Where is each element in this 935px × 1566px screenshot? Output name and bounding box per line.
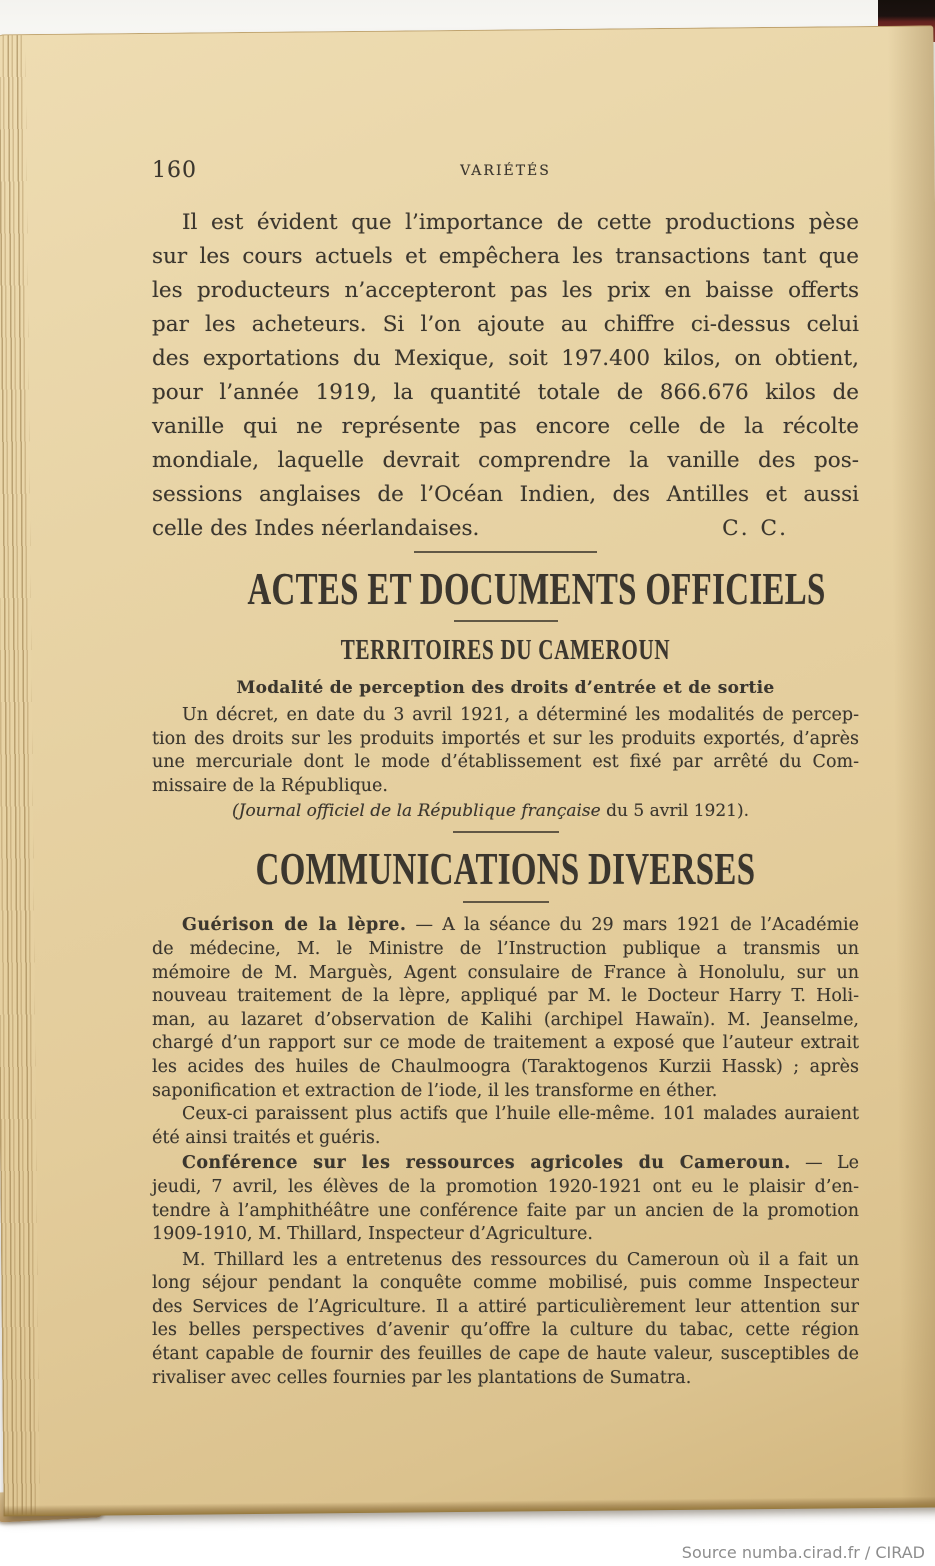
paragraph-decret [152, 704, 859, 798]
text-line: une mercuriale dont le mode d’établissement est fixé par arrêté du Com- [152, 752, 859, 773]
page-content [152, 158, 859, 1390]
section-title-communications: COMMUNICATIONS DIVERSES [255, 844, 756, 895]
page-stack-edge [0, 35, 40, 1515]
text-line: M. Thillard les a entretenus des ressources du Cameroun où il a fait un [182, 1249, 859, 1270]
text-line: étant capable de fournir des feuilles de cape de haute valeur, susceptibles de [152, 1344, 859, 1365]
section-title-actes: ACTES ET DOCUMENTS OFFICIELS [247, 564, 826, 614]
text-line: tendre à l’amphithéâtre une conférence faite par un ancien de la promotion [152, 1200, 859, 1221]
text-line: Guérison de la lèpre. — A la séance du 29 mars 1921 de l’Académie [182, 915, 860, 936]
text-line: Il est évident que l’importance de cette productions pèse [182, 210, 859, 235]
text-line: chargé d’un rapport sur ce mode de traitement a exposé que l’auteur extrait [152, 1033, 859, 1054]
text-line: nouveau traitement de la lèpre, appliqué par M. le Docteur Harry T. Holi- [152, 986, 859, 1007]
paragraph-vanille-last-line [152, 512, 859, 546]
text-line: jeudi, 7 avril, les élèves de la promotion 1920-1921 ont eu le plaisir d’en- [152, 1176, 859, 1197]
text-line: pour l’année 1919, la quantité totale de 866.676 kilos de [152, 380, 859, 405]
source-text: Source numba.cirad.fr / CIRAD [681, 1543, 925, 1562]
paragraph-lepre [152, 914, 859, 1103]
text-line: sur les cours actuels et empêchera les transactions tant que [152, 244, 859, 269]
text-line: de médecine, M. le Ministre de l’Instruction publique a transmis un [152, 938, 859, 959]
paragraph-conference [152, 1152, 859, 1246]
section-divider [453, 831, 559, 833]
page-number: 160 [152, 158, 197, 183]
text-line: Conférence sur les ressources agricoles du Cameroun. — Le [182, 1153, 860, 1174]
text-line: par les acheteurs. Si l’on ajoute au chiffre ci-dessus celui [152, 312, 859, 337]
paragraph-thillard [152, 1249, 859, 1391]
text-line: 1909-1910, M. Thillard, Inspecteur d’Agriculture. [152, 1224, 593, 1245]
text-line: les belles perspectives d’avenir qu’offre la culture du tabac, cette région [152, 1320, 859, 1341]
page-bottom-edge [3, 1496, 935, 1516]
text-line: été ainsi traités et guéris. [152, 1127, 381, 1148]
author-initials: C. C. [722, 516, 789, 541]
text-line: man, au lazaret d’observation de Kalihi (archipel Hawaïn). M. Jeanselme, [152, 1009, 859, 1030]
text-line: saponification et extraction de l’iode, il les transforme en éther. [152, 1080, 718, 1101]
paragraph-vanille [152, 206, 859, 512]
text-line: missaire de la République. [152, 775, 388, 796]
subsection-title-cameroun: TERRITOIRES DU CAMEROUN [340, 635, 671, 666]
section-divider [414, 551, 597, 553]
article-heading-modalite: Modalité de perception des droits d’entrée et de sortie [236, 678, 775, 698]
text-line: vanille qui ne représente pas encore celle de la récolte [152, 414, 859, 439]
text-line: Ceux-ci paraissent plus actifs que l’huile elle-même. 101 malades auraient [182, 1104, 859, 1125]
text-line: rivaliser avec celles fournies par les plantations de Sumatra. [152, 1367, 692, 1388]
text-line: des Services de l’Agriculture. Il a attiré particulièrement leur attention sur [152, 1296, 859, 1317]
running-title: VARIÉTÉS [460, 163, 551, 179]
text-line: des exportations du Mexique, soit 197.400 kilos, on obtient, [152, 346, 859, 371]
paragraph-cures [152, 1103, 859, 1150]
text-line: tion des droits sur les produits importés et sur les produits exportés, d’après [152, 728, 859, 749]
bold-lead: Conférence sur les ressources agricoles du Cameroun. [182, 1153, 791, 1174]
text-line: les acides des huiles de Chaulmoogra (Taraktogenos Kurzii Hassk) ; après [152, 1056, 859, 1077]
text-line: mémoire de M. Marguès, Agent consulaire de France à Honolulu, sur un [152, 962, 859, 983]
text-line: Un décret, en date du 3 avril 1921, a déterminé les modalités de percep- [182, 705, 859, 725]
section-divider [463, 901, 549, 903]
bold-lead: Guérison de la lèpre. [182, 915, 407, 936]
citation-journal-name: (Journal officiel de la République française [232, 801, 601, 822]
text-line: sessions anglaises de l’Océan Indien, des Antilles et aussi [152, 482, 859, 507]
text-line: long séjour pendant la conquête comme mobilisé, puis comme Inspecteur [152, 1273, 859, 1294]
page-header [152, 158, 859, 184]
text-line: les producteurs n’accepteront pas les prix en baisse offerts [152, 278, 859, 303]
journal-citation [232, 799, 859, 823]
source-attribution-bar [0, 1539, 935, 1566]
citation-date: du 5 avril 1921). [600, 801, 750, 822]
section-divider [454, 620, 558, 622]
paragraph-vanille-last-text: celle des Indes néerlandaises. [152, 516, 480, 541]
text-line: mondiale, laquelle devrait comprendre la vanille des pos- [152, 448, 859, 473]
binding-gutter-shadow [887, 26, 935, 1506]
